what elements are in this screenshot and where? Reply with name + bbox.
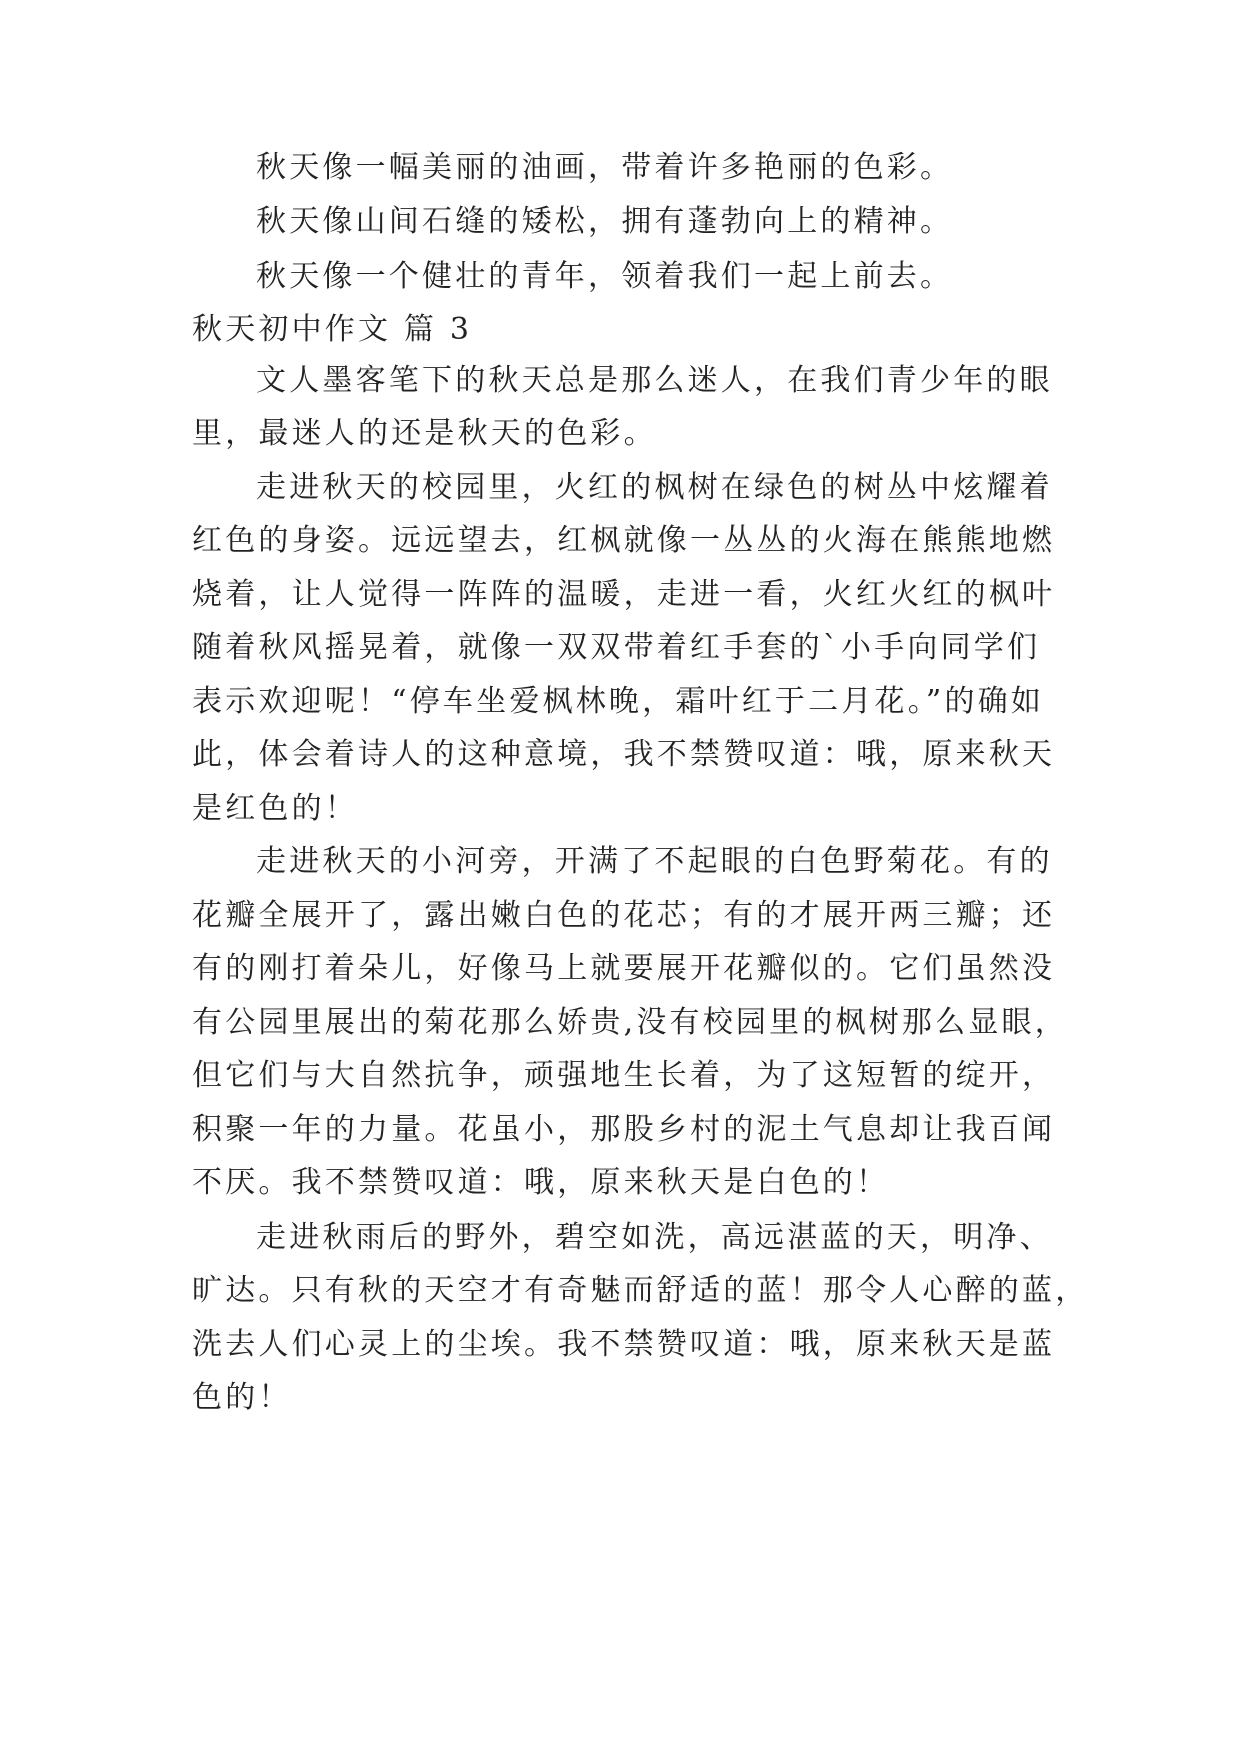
paragraph-line: 是红色的！ [192, 791, 358, 826]
paragraph-line: 此，体会着诗人的这种意境，我不禁赞叹道：哦，原来秋天 [192, 737, 1056, 772]
paragraph-line: 有的刚打着朵儿，好像马上就要展开花瓣似的。它们虽然没 [192, 951, 1056, 986]
paragraph-line: 走进秋雨后的野外，碧空如洗，高远湛蓝的天，明净、 [256, 1220, 1053, 1255]
paragraph-line: 表示欢迎呢！“停车坐爱枫林晚，霜叶红于二月花。”的确如 [192, 684, 1045, 719]
paragraph-line: 走进秋天的校园里，火红的枫树在绿色的树丛中炫耀着 [256, 470, 1053, 505]
paragraph-line: 花瓣全展开了，露出嫩白色的花芯；有的才展开两三瓣；还 [192, 898, 1056, 933]
paragraph-line: 不厌。我不禁赞叹道：哦，原来秋天是白色的！ [192, 1165, 890, 1200]
paragraph-line: 烧着，让人觉得一阵阵的温暖，走进一看，火红火红的枫叶 [192, 577, 1056, 612]
section-heading: 秋天初中作文 篇 3 [192, 312, 473, 347]
paragraph-line: 秋天像一幅美丽的油画，带着许多艳丽的色彩。 [256, 150, 954, 185]
paragraph-line: 里，最迷人的还是秋天的色彩。 [192, 416, 657, 451]
paragraph-line: 秋天像山间石缝的矮松，拥有蓬勃向上的精神。 [256, 204, 954, 239]
paragraph-line: 但它们与大自然抗争，顽强地生长着，为了这短暂的绽开， [192, 1058, 1056, 1093]
paragraph-line: 秋天像一个健壮的青年，领着我们一起上前去。 [256, 259, 954, 294]
paragraph-line: 有公园里展出的菊花那么娇贵,没有校园里的枫树那么显眼， [192, 1005, 1068, 1040]
paragraph-line: 积聚一年的力量。花虽小，那股乡村的泥土气息却让我百闻 [192, 1112, 1056, 1147]
paragraph-line: 旷达。只有秋的天空才有奇魅而舒适的蓝！那令人心醉的蓝， [192, 1273, 1089, 1308]
paragraph-line: 随着秋风摇晃着，就像一双双带着红手套的`小手向同学们 [192, 630, 1041, 665]
paragraph-line: 红色的身姿。远远望去，红枫就像一丛丛的火海在熊熊地燃 [192, 523, 1056, 558]
paragraph-line: 走进秋天的小河旁，开满了不起眼的白色野菊花。有的 [256, 844, 1053, 879]
paragraph-line: 色的！ [192, 1380, 292, 1415]
paragraph-line: 洗去人们心灵上的尘埃。我不禁赞叹道：哦，原来秋天是蓝 [192, 1327, 1056, 1362]
paragraph-line: 文人墨客笔下的秋天总是那么迷人，在我们青少年的眼 [256, 363, 1053, 398]
